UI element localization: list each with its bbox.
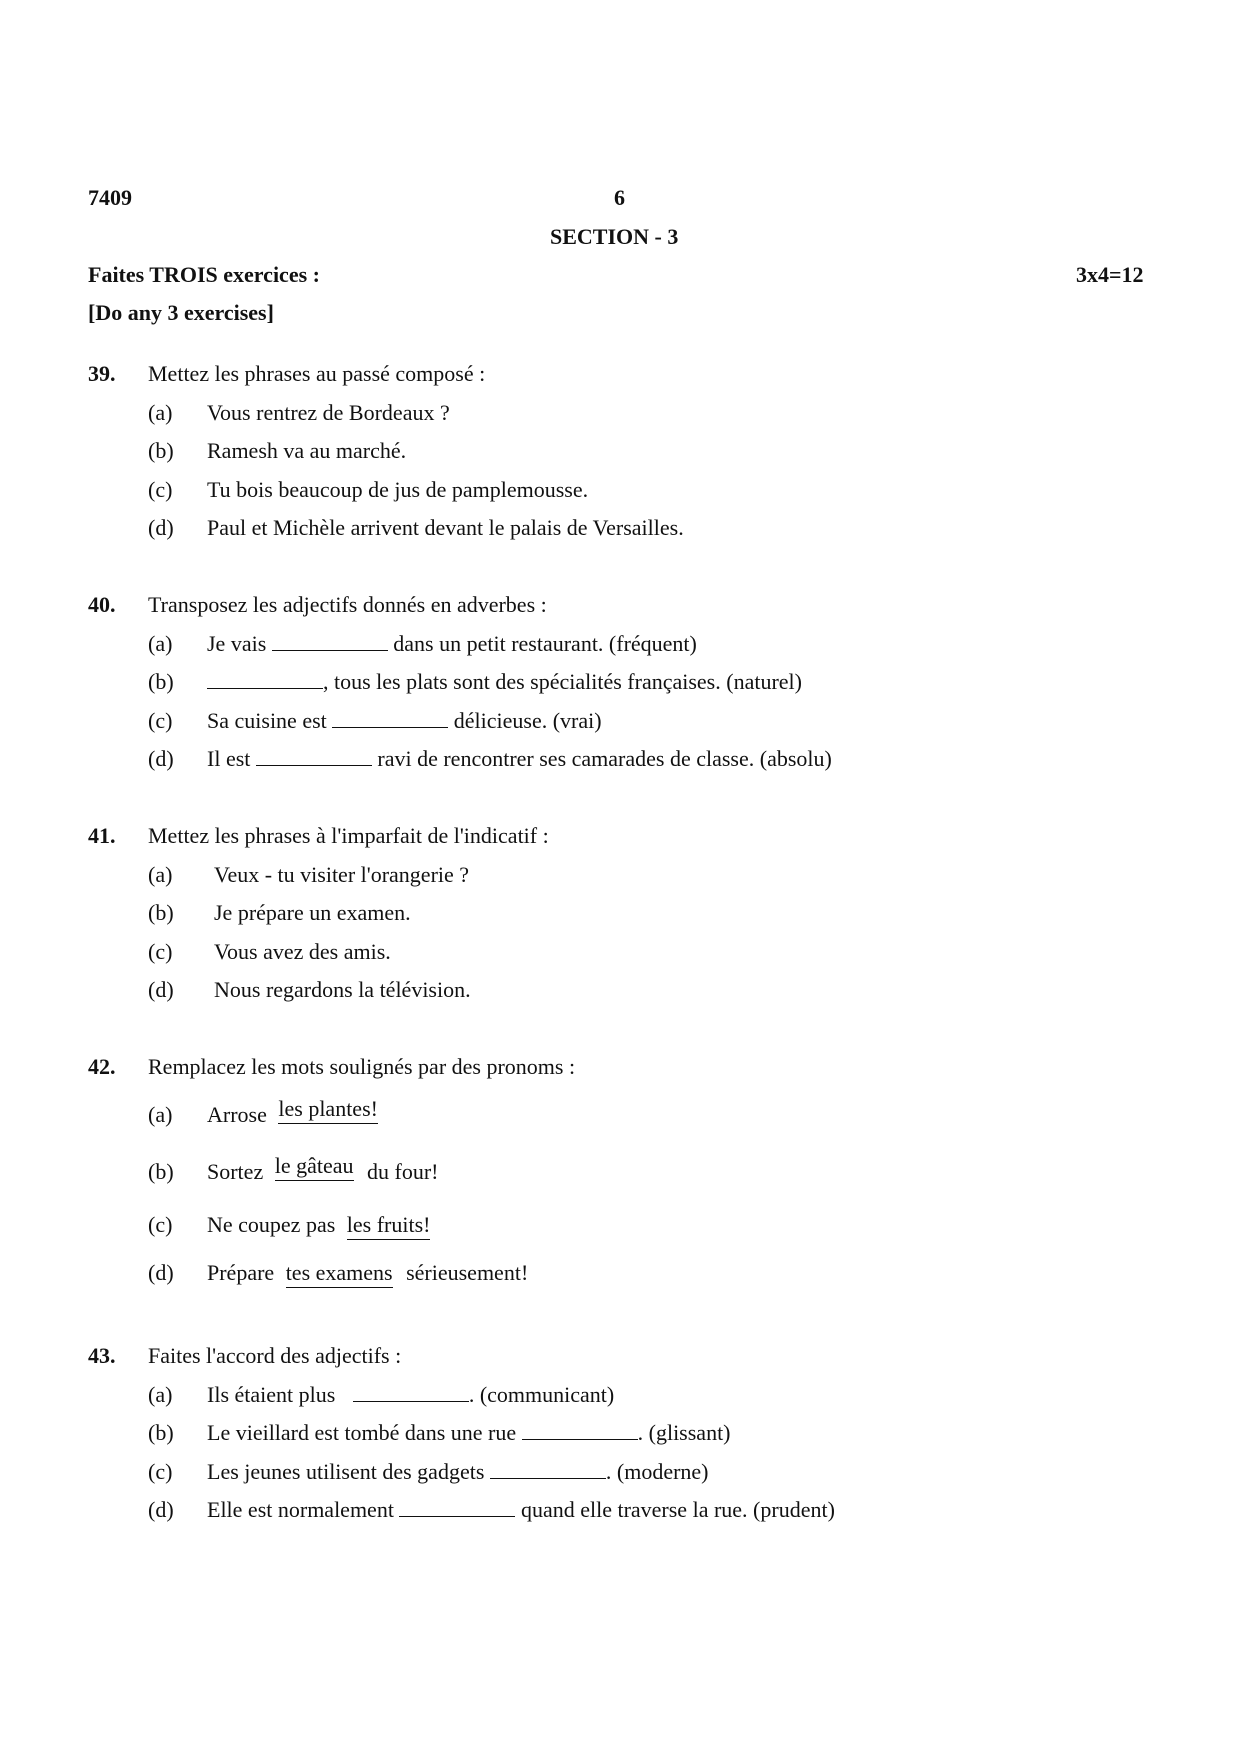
item-letter: (c) (148, 708, 173, 733)
question-prompt: Faites l'accord des adjectifs : (148, 1343, 402, 1368)
question-number: 42. (88, 1054, 116, 1079)
text-before-blank: Le vieillard est tombé dans une rue (207, 1420, 517, 1445)
answer-blank (490, 1478, 606, 1479)
item-letter: (c) (148, 939, 173, 964)
item-sentence (207, 1461, 709, 1483)
item-sentence (207, 1499, 835, 1521)
item-text: Veux - tu visiter l'orangerie ? (214, 862, 470, 887)
answer-blank (399, 1516, 515, 1517)
item-letter: (c) (148, 1212, 173, 1237)
item-text: Tu bois beaucoup de jus de pamplemousse. (207, 477, 589, 502)
underlined-words: le gâteau (275, 1155, 354, 1181)
underlined-words: tes examens (286, 1262, 393, 1288)
answer-blank (353, 1401, 469, 1402)
text-after-blank: ravi de rencontrer ses camarades de classe. (absolu) (377, 746, 832, 771)
item-text: Nous regardons la télévision. (214, 977, 471, 1002)
item-letter: (a) (148, 631, 173, 656)
question-prompt: Mettez les phrases au passé composé : (148, 361, 486, 386)
question-number: 43. (88, 1343, 116, 1368)
item-sentence (207, 1096, 378, 1127)
item-letter: (b) (148, 900, 174, 925)
item-text: Ramesh va au marché. (207, 438, 407, 463)
answer-blank (522, 1439, 638, 1440)
item-letter: (d) (148, 1260, 174, 1285)
answer-blank (207, 688, 323, 689)
item-letter: (b) (148, 1420, 174, 1445)
text-before-blank: Je vais (207, 631, 267, 656)
text-after-underline: du four! (367, 1159, 439, 1184)
question-prompt: Remplacez les mots soulignés par des pronoms : (148, 1054, 576, 1079)
instruction-french: Faites TROIS exercices : (88, 262, 320, 287)
text-after-blank: . (communicant) (468, 1382, 615, 1407)
text-before-blank: Elle est normalement (207, 1497, 394, 1522)
item-letter: (d) (148, 1497, 174, 1522)
item-letter: (b) (148, 1159, 174, 1184)
question-number: 41. (88, 823, 116, 848)
text-before-blank: Ils étaient plus (207, 1382, 336, 1407)
text-before-underline: Sortez (207, 1159, 264, 1184)
text-after-blank: délicieuse. (vrai) (453, 708, 602, 733)
item-sentence (207, 671, 802, 693)
item-letter: (c) (148, 477, 173, 502)
text-before-blank: Sa cuisine est (207, 708, 327, 733)
answer-blank (256, 765, 372, 766)
item-sentence (207, 710, 602, 732)
text-after-blank: . (glissant) (637, 1420, 731, 1445)
item-letter: (b) (148, 438, 174, 463)
item-sentence (207, 1422, 731, 1444)
item-sentence (207, 633, 697, 655)
item-letter: (a) (148, 1382, 173, 1407)
text-before-blank: Il est (207, 746, 251, 771)
item-sentence (207, 1262, 528, 1288)
underlined-words: les plantes! (278, 1098, 378, 1124)
item-sentence (207, 748, 832, 770)
question-number: 39. (88, 361, 116, 386)
item-text: Vous avez des amis. (214, 939, 391, 964)
question-prompt: Mettez les phrases à l'imparfait de l'indicatif : (148, 823, 549, 848)
item-letter: (d) (148, 746, 174, 771)
item-text: Paul et Michèle arrivent devant le palais de Versailles. (207, 515, 684, 540)
item-letter: (b) (148, 669, 174, 694)
item-letter: (d) (148, 977, 174, 1002)
item-letter: (a) (148, 400, 173, 425)
text-after-blank: quand elle traverse la rue. (prudent) (520, 1497, 835, 1522)
text-after-blank: , tous les plats sont des spécialités françaises. (naturel) (323, 669, 802, 694)
item-sentence (207, 1214, 430, 1240)
item-sentence (207, 1384, 614, 1406)
marks-allocation: 3x4=12 (1076, 262, 1144, 287)
item-letter: (a) (148, 1102, 173, 1127)
item-sentence (207, 1153, 439, 1184)
question-prompt: Transposez les adjectifs donnés en adverbes : (148, 592, 547, 617)
text-before-underline: Prépare (207, 1260, 275, 1285)
answer-blank (272, 650, 388, 651)
text-after-blank: . (moderne) (605, 1459, 709, 1484)
page-number: 6 (614, 185, 625, 210)
text-before-underline: Arrose (207, 1102, 267, 1127)
answer-blank (332, 727, 448, 728)
underlined-words: les fruits! (347, 1214, 431, 1240)
text-after-blank: dans un petit restaurant. (fréquent) (393, 631, 697, 656)
text-before-blank: Les jeunes utilisent des gadgets (207, 1459, 485, 1484)
instruction-english: [Do any 3 exercises] (88, 300, 274, 325)
section-title: SECTION - 3 (550, 224, 679, 249)
item-text: Vous rentrez de Bordeaux ? (207, 400, 450, 425)
item-letter: (d) (148, 515, 174, 540)
item-letter: (a) (148, 862, 173, 887)
item-letter: (c) (148, 1459, 173, 1484)
paper-code: 7409 (88, 185, 132, 210)
item-text: Je prépare un examen. (214, 900, 411, 925)
question-number: 40. (88, 592, 116, 617)
text-after-underline: sérieusement! (406, 1260, 529, 1285)
text-before-underline: Ne coupez pas (207, 1212, 336, 1237)
